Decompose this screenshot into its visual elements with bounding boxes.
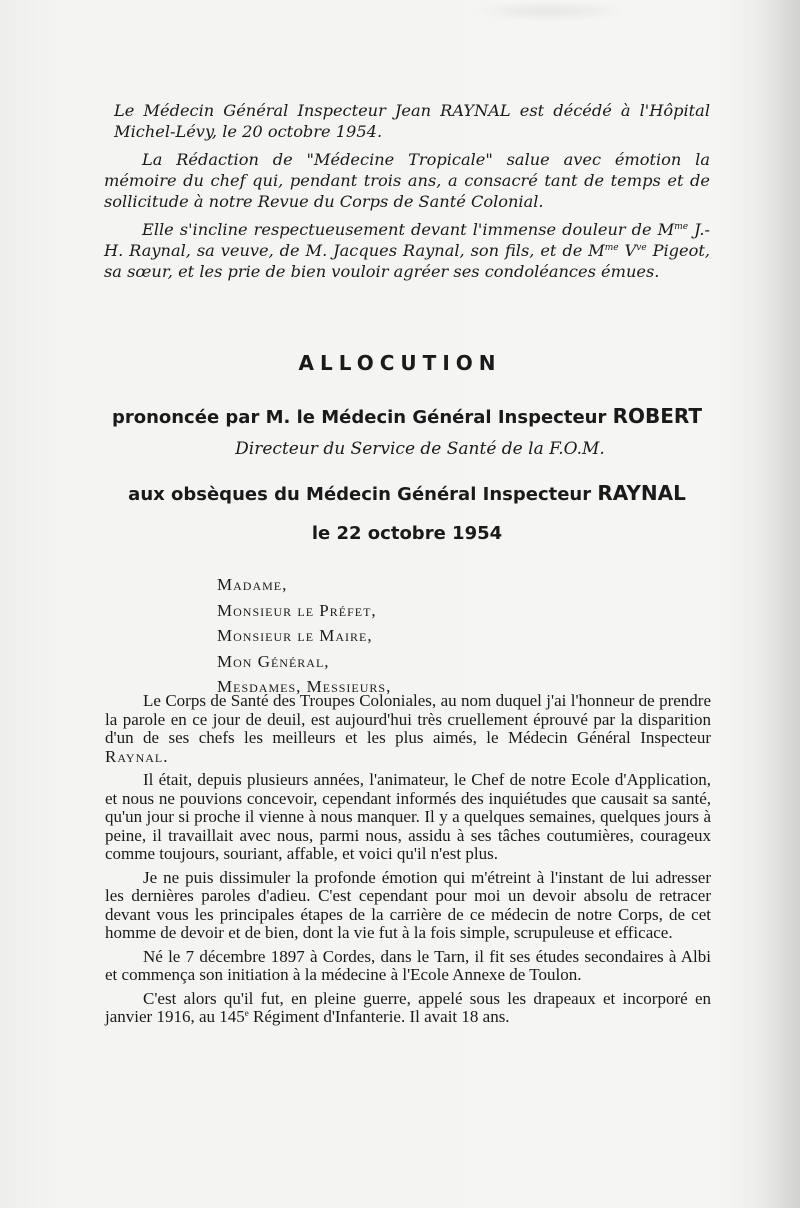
subtitle-speaker-text: prononcée par M. le Médecin Général Inspecteur [111, 407, 613, 428]
speech-paragraph-1 [105, 692, 711, 766]
speech-paragraph-4: Né le 7 décembre 1897 à Cordes, dans le Tarn, il fit ses études secondaires à Albi et commença son initiation à la médecine à l'Ecole Annexe de Toulon. [105, 946, 711, 984]
salutations [217, 572, 391, 700]
notice-p3-part-a: Elle s'incline respectueusement devant l'immense douleur de M [142, 220, 675, 239]
speech-body [105, 692, 711, 1032]
deceased-name: RAYNAL [597, 481, 686, 505]
page-edge-shadow [754, 0, 800, 1208]
notice-p3-sup-3: ve [636, 243, 647, 253]
page-title: ALLOCUTION [298, 351, 502, 375]
speech-date: le 22 octobre 1954 [311, 523, 503, 544]
speech-paragraph-3: Je ne puis dissimuler la profonde émotion qui m'étreint à l'instant de lui adresser les dernières paroles d'adieu. C'est cependant pour moi un devoir absolu de retracer devant vous les principales étapes de la carrière de ce médecin de notre Corps, de cet homme de devoir et de bien, dont la vie fut à la fois simple, scrupuleuse et efficace. [105, 867, 711, 942]
notice-paragraph-1: Le Médecin Général Inspecteur Jean RAYNAL est décédé à l'Hôpital Michel-Lévy, le 20 octobre 1954. [114, 101, 710, 141]
speech-p5-part-b: Régiment d'Infanterie. Il avait 18 ans. [248, 1007, 510, 1026]
salutation-line: Madame, [217, 575, 288, 594]
subtitle-occasion-text: aux obsèques du Médecin Général Inspecteur [128, 484, 598, 505]
notice-p3-part-d: Pigeot, sa sœur, et les prie de bien vouloir agréer ses condoléances émues. [104, 241, 710, 281]
speaker-role: Directeur du Service de Santé de la F.O.M. [235, 439, 605, 459]
salutation-line: Mon Général, [217, 651, 330, 671]
speech-paragraph-2: Il était, depuis plusieurs années, l'animateur, le Chef de notre Ecole d'Application, et nous ne pouvions concevoir, cependant informés des inquiétudes que causait sa santé, qu'un jour si proche il vienne à nous manquer. Il y a quelques semaines, quelques jours à peine, il travaillait avec nous, parmi nous, assidu à ses tâches coutumières, courageux comme toujours, souriant, affable, et voici qu'il n'est plus. [105, 770, 711, 863]
obituary-notice [104, 100, 710, 289]
subtitle-occasion [104, 481, 710, 505]
salutation-line: Mesdames, Messieurs, [217, 677, 392, 696]
notice-p3-sup-2: me [604, 243, 619, 253]
notice-paragraph-2: La Rédaction de "Médecine Tropicale" salue avec émotion la mémoire du chef qui, pendant trois ans, a consacré tant de temps et de sollicitude à notre Revue du Corps de Santé Colonial. [104, 150, 710, 211]
scan-smudge [470, 0, 630, 22]
speech-p1-text: Le Corps de Santé des Troupes Coloniales, au nom duquel j'ai l'honneur de prendre la parole en ce jour de deuil, est aujourd'hui très cruellement éprouvé par la disparition d'un de ses chefs les meilleurs et les plus aimés, le Médecin Général Inspecteur [105, 691, 711, 747]
salutation-line: Monsieur le Maire, [217, 626, 373, 645]
salutation-line: Monsieur le Préfet, [217, 600, 377, 620]
speech-paragraph-5 [105, 990, 711, 1027]
speaker-name: ROBERT [612, 404, 703, 428]
subtitle-speaker [104, 404, 710, 428]
notice-paragraph-3 [104, 219, 710, 282]
speech-p5-sup: e [244, 1008, 249, 1018]
notice-p3-sup-1: me [674, 222, 689, 232]
speech-p5-part-a: C'est alors qu'il fut, en pleine guerre, appelé sous les drapeaux et incorporé en janvier 1916, au 145 [105, 988, 711, 1026]
notice-p3-part-b: J.-H. Raynal, sa veuve, de M. Jacques Raynal, son fils, et de M [104, 220, 711, 260]
notice-p3-part-c: V [618, 241, 637, 260]
speech-p1-name: Raynal. [105, 746, 169, 766]
